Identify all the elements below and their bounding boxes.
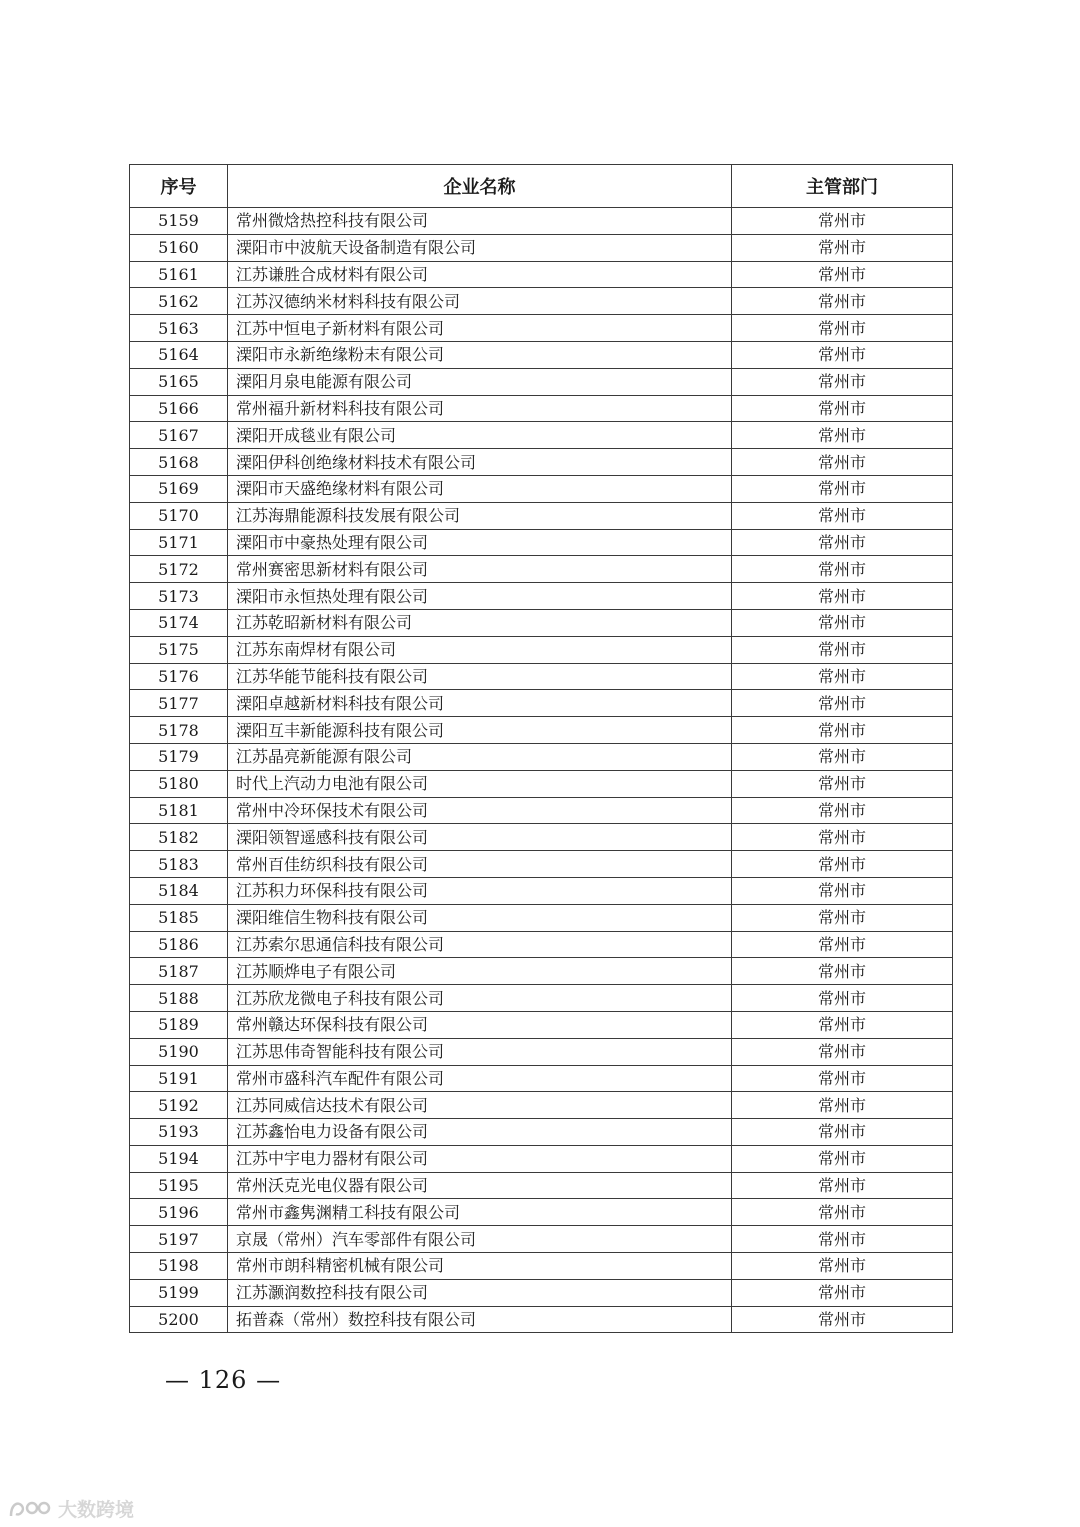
cell-department: 常州市 bbox=[732, 583, 953, 610]
cell-enterprise-name: 江苏思伟奇智能科技有限公司 bbox=[228, 1038, 732, 1065]
table-row bbox=[130, 208, 953, 235]
cell-enterprise-name: 江苏索尔思通信科技有限公司 bbox=[228, 931, 732, 958]
table-row bbox=[130, 636, 953, 663]
table-row bbox=[130, 985, 953, 1012]
cell-department: 常州市 bbox=[732, 1172, 953, 1199]
cell-serial-number: 5161 bbox=[130, 261, 228, 288]
cell-enterprise-name: 拓普森（常州）数控科技有限公司 bbox=[228, 1306, 732, 1333]
cell-department: 常州市 bbox=[732, 851, 953, 878]
cell-serial-number: 5198 bbox=[130, 1253, 228, 1280]
cell-serial-number: 5182 bbox=[130, 824, 228, 851]
cell-enterprise-name: 常州市朗科精密机械有限公司 bbox=[228, 1253, 732, 1280]
cell-enterprise-name: 江苏华能节能科技有限公司 bbox=[228, 663, 732, 690]
table-row bbox=[130, 717, 953, 744]
cell-enterprise-name: 溧阳互丰新能源科技有限公司 bbox=[228, 717, 732, 744]
cell-enterprise-name: 时代上汽动力电池有限公司 bbox=[228, 770, 732, 797]
cell-serial-number: 5169 bbox=[130, 475, 228, 502]
cell-department: 常州市 bbox=[732, 449, 953, 476]
cell-serial-number: 5179 bbox=[130, 743, 228, 770]
cell-serial-number: 5167 bbox=[130, 422, 228, 449]
cell-enterprise-name: 溧阳开成毯业有限公司 bbox=[228, 422, 732, 449]
cell-enterprise-name: 溧阳卓越新材料科技有限公司 bbox=[228, 690, 732, 717]
cell-department: 常州市 bbox=[732, 502, 953, 529]
cell-enterprise-name: 常州市盛科汽车配件有限公司 bbox=[228, 1065, 732, 1092]
cell-enterprise-name: 江苏中宇电力器材有限公司 bbox=[228, 1145, 732, 1172]
table-row bbox=[130, 609, 953, 636]
cell-enterprise-name: 溧阳市中波航天设备制造有限公司 bbox=[228, 234, 732, 261]
cell-department: 常州市 bbox=[732, 985, 953, 1012]
table-row bbox=[130, 1119, 953, 1146]
cell-enterprise-name: 常州福升新材料科技有限公司 bbox=[228, 395, 732, 422]
cell-enterprise-name: 江苏汉德纳米材料科技有限公司 bbox=[228, 288, 732, 315]
cell-department: 常州市 bbox=[732, 261, 953, 288]
cell-serial-number: 5185 bbox=[130, 904, 228, 931]
cell-enterprise-name: 江苏顺烨电子有限公司 bbox=[228, 958, 732, 985]
cell-serial-number: 5172 bbox=[130, 556, 228, 583]
cell-department: 常州市 bbox=[732, 529, 953, 556]
cell-department: 常州市 bbox=[732, 797, 953, 824]
cell-serial-number: 5171 bbox=[130, 529, 228, 556]
cell-serial-number: 5184 bbox=[130, 877, 228, 904]
cell-department: 常州市 bbox=[732, 422, 953, 449]
cell-serial-number: 5178 bbox=[130, 717, 228, 744]
cell-department: 常州市 bbox=[732, 743, 953, 770]
table-row bbox=[130, 583, 953, 610]
cell-enterprise-name: 江苏中恒电子新材料有限公司 bbox=[228, 315, 732, 342]
cell-department: 常州市 bbox=[732, 1038, 953, 1065]
cell-serial-number: 5166 bbox=[130, 395, 228, 422]
cell-department: 常州市 bbox=[732, 1279, 953, 1306]
cell-department: 常州市 bbox=[732, 717, 953, 744]
cell-serial-number: 5177 bbox=[130, 690, 228, 717]
watermark-text: 大数跨境 bbox=[58, 1499, 135, 1521]
cell-department: 常州市 bbox=[732, 341, 953, 368]
cell-enterprise-name: 溧阳市中豪热处理有限公司 bbox=[228, 529, 732, 556]
cell-enterprise-name: 溧阳市永恒热处理有限公司 bbox=[228, 583, 732, 610]
cell-enterprise-name: 江苏积力环保科技有限公司 bbox=[228, 877, 732, 904]
cell-enterprise-name: 常州微焓热控科技有限公司 bbox=[228, 208, 732, 235]
cell-enterprise-name: 溧阳月泉电能源有限公司 bbox=[228, 368, 732, 395]
table-row bbox=[130, 1226, 953, 1253]
cell-department: 常州市 bbox=[732, 958, 953, 985]
cell-serial-number: 5190 bbox=[130, 1038, 228, 1065]
cell-department: 常州市 bbox=[732, 663, 953, 690]
cell-enterprise-name: 江苏晶亮新能源有限公司 bbox=[228, 743, 732, 770]
cell-enterprise-name: 常州中冷环保技术有限公司 bbox=[228, 797, 732, 824]
cell-department: 常州市 bbox=[732, 1119, 953, 1146]
cell-serial-number: 5187 bbox=[130, 958, 228, 985]
cell-department: 常州市 bbox=[732, 609, 953, 636]
cell-serial-number: 5181 bbox=[130, 797, 228, 824]
table-row bbox=[130, 1092, 953, 1119]
cell-serial-number: 5192 bbox=[130, 1092, 228, 1119]
cell-serial-number: 5196 bbox=[130, 1199, 228, 1226]
cell-serial-number: 5200 bbox=[130, 1306, 228, 1333]
table-row bbox=[130, 529, 953, 556]
table-row bbox=[130, 797, 953, 824]
cell-department: 常州市 bbox=[732, 1065, 953, 1092]
cell-enterprise-name: 常州赛密思新材料有限公司 bbox=[228, 556, 732, 583]
cell-serial-number: 5189 bbox=[130, 1011, 228, 1038]
table-row bbox=[130, 234, 953, 261]
table-row bbox=[130, 1253, 953, 1280]
table-row bbox=[130, 1038, 953, 1065]
cell-department: 常州市 bbox=[732, 770, 953, 797]
cell-enterprise-name: 江苏灏润数控科技有限公司 bbox=[228, 1279, 732, 1306]
table-row bbox=[130, 1306, 953, 1333]
cell-department: 常州市 bbox=[732, 904, 953, 931]
table-row bbox=[130, 1011, 953, 1038]
cell-department: 常州市 bbox=[732, 824, 953, 851]
table-row bbox=[130, 1199, 953, 1226]
cell-enterprise-name: 溧阳伊科创绝缘材料技术有限公司 bbox=[228, 449, 732, 476]
cell-department: 常州市 bbox=[732, 877, 953, 904]
cell-department: 常州市 bbox=[732, 395, 953, 422]
table-body bbox=[130, 208, 953, 1333]
cell-serial-number: 5186 bbox=[130, 931, 228, 958]
table-row bbox=[130, 395, 953, 422]
cell-serial-number: 5162 bbox=[130, 288, 228, 315]
table-row bbox=[130, 690, 953, 717]
table-row bbox=[130, 341, 953, 368]
table-row bbox=[130, 663, 953, 690]
cell-enterprise-name: 溧阳领智遥感科技有限公司 bbox=[228, 824, 732, 851]
cell-department: 常州市 bbox=[732, 556, 953, 583]
cell-serial-number: 5165 bbox=[130, 368, 228, 395]
cell-enterprise-name: 江苏东南焊材有限公司 bbox=[228, 636, 732, 663]
cell-department: 常州市 bbox=[732, 368, 953, 395]
cell-serial-number: 5174 bbox=[130, 609, 228, 636]
cell-serial-number: 5168 bbox=[130, 449, 228, 476]
table-row bbox=[130, 315, 953, 342]
cell-enterprise-name: 江苏欣龙微电子科技有限公司 bbox=[228, 985, 732, 1012]
cell-serial-number: 5195 bbox=[130, 1172, 228, 1199]
header-enterprise-name: 企业名称 bbox=[228, 165, 732, 208]
cell-department: 常州市 bbox=[732, 315, 953, 342]
table-row bbox=[130, 877, 953, 904]
watermark bbox=[8, 1495, 134, 1522]
table-row bbox=[130, 261, 953, 288]
table-row bbox=[130, 1172, 953, 1199]
table-row bbox=[130, 851, 953, 878]
cell-department: 常州市 bbox=[732, 1226, 953, 1253]
page-number: — 126 — bbox=[165, 1366, 282, 1394]
cell-department: 常州市 bbox=[732, 1092, 953, 1119]
cell-serial-number: 5173 bbox=[130, 583, 228, 610]
cell-serial-number: 5188 bbox=[130, 985, 228, 1012]
table-row bbox=[130, 770, 953, 797]
enterprise-table bbox=[129, 164, 953, 1333]
table-row bbox=[130, 1065, 953, 1092]
cell-department: 常州市 bbox=[732, 234, 953, 261]
cell-enterprise-name: 溧阳市天盛绝缘材料有限公司 bbox=[228, 475, 732, 502]
cell-serial-number: 5197 bbox=[130, 1226, 228, 1253]
table-row bbox=[130, 556, 953, 583]
cell-enterprise-name: 江苏乾昭新材料有限公司 bbox=[228, 609, 732, 636]
table-header-row bbox=[130, 165, 953, 208]
cell-serial-number: 5194 bbox=[130, 1145, 228, 1172]
table-row bbox=[130, 824, 953, 851]
cell-enterprise-name: 江苏海鼎能源科技发展有限公司 bbox=[228, 502, 732, 529]
table-row bbox=[130, 422, 953, 449]
header-serial-number: 序号 bbox=[130, 165, 228, 208]
cell-department: 常州市 bbox=[732, 1253, 953, 1280]
cell-serial-number: 5191 bbox=[130, 1065, 228, 1092]
cell-department: 常州市 bbox=[732, 208, 953, 235]
cell-serial-number: 5175 bbox=[130, 636, 228, 663]
table-row bbox=[130, 475, 953, 502]
cell-enterprise-name: 常州百佳纺织科技有限公司 bbox=[228, 851, 732, 878]
cell-enterprise-name: 溧阳市永新绝缘粉末有限公司 bbox=[228, 341, 732, 368]
cell-enterprise-name: 京晟（常州）汽车零部件有限公司 bbox=[228, 1226, 732, 1253]
cell-serial-number: 5180 bbox=[130, 770, 228, 797]
cell-serial-number: 5193 bbox=[130, 1119, 228, 1146]
cell-enterprise-name: 江苏谦胜合成材料有限公司 bbox=[228, 261, 732, 288]
cell-department: 常州市 bbox=[732, 1145, 953, 1172]
cell-serial-number: 5170 bbox=[130, 502, 228, 529]
cell-enterprise-name: 溧阳维信生物科技有限公司 bbox=[228, 904, 732, 931]
cell-department: 常州市 bbox=[732, 690, 953, 717]
cell-department: 常州市 bbox=[732, 1199, 953, 1226]
table-row bbox=[130, 288, 953, 315]
logo-icon bbox=[8, 1498, 54, 1520]
cell-serial-number: 5183 bbox=[130, 851, 228, 878]
cell-serial-number: 5199 bbox=[130, 1279, 228, 1306]
cell-enterprise-name: 常州沃克光电仪器有限公司 bbox=[228, 1172, 732, 1199]
cell-department: 常州市 bbox=[732, 1011, 953, 1038]
table-row bbox=[130, 502, 953, 529]
cell-department: 常州市 bbox=[732, 931, 953, 958]
cell-serial-number: 5159 bbox=[130, 208, 228, 235]
cell-serial-number: 5176 bbox=[130, 663, 228, 690]
cell-department: 常州市 bbox=[732, 288, 953, 315]
cell-enterprise-name: 常州赣达环保科技有限公司 bbox=[228, 1011, 732, 1038]
table-row bbox=[130, 449, 953, 476]
table-row bbox=[130, 1145, 953, 1172]
cell-enterprise-name: 常州市鑫隽渊精工科技有限公司 bbox=[228, 1199, 732, 1226]
cell-department: 常州市 bbox=[732, 475, 953, 502]
table-row bbox=[130, 958, 953, 985]
cell-serial-number: 5164 bbox=[130, 341, 228, 368]
table-row bbox=[130, 931, 953, 958]
cell-department: 常州市 bbox=[732, 1306, 953, 1333]
cell-serial-number: 5163 bbox=[130, 315, 228, 342]
cell-enterprise-name: 江苏同威信达技术有限公司 bbox=[228, 1092, 732, 1119]
cell-serial-number: 5160 bbox=[130, 234, 228, 261]
table-row bbox=[130, 1279, 953, 1306]
table-row bbox=[130, 743, 953, 770]
cell-enterprise-name: 江苏鑫怡电力设备有限公司 bbox=[228, 1119, 732, 1146]
table-row bbox=[130, 904, 953, 931]
header-department: 主管部门 bbox=[732, 165, 953, 208]
cell-department: 常州市 bbox=[732, 636, 953, 663]
table-row bbox=[130, 368, 953, 395]
